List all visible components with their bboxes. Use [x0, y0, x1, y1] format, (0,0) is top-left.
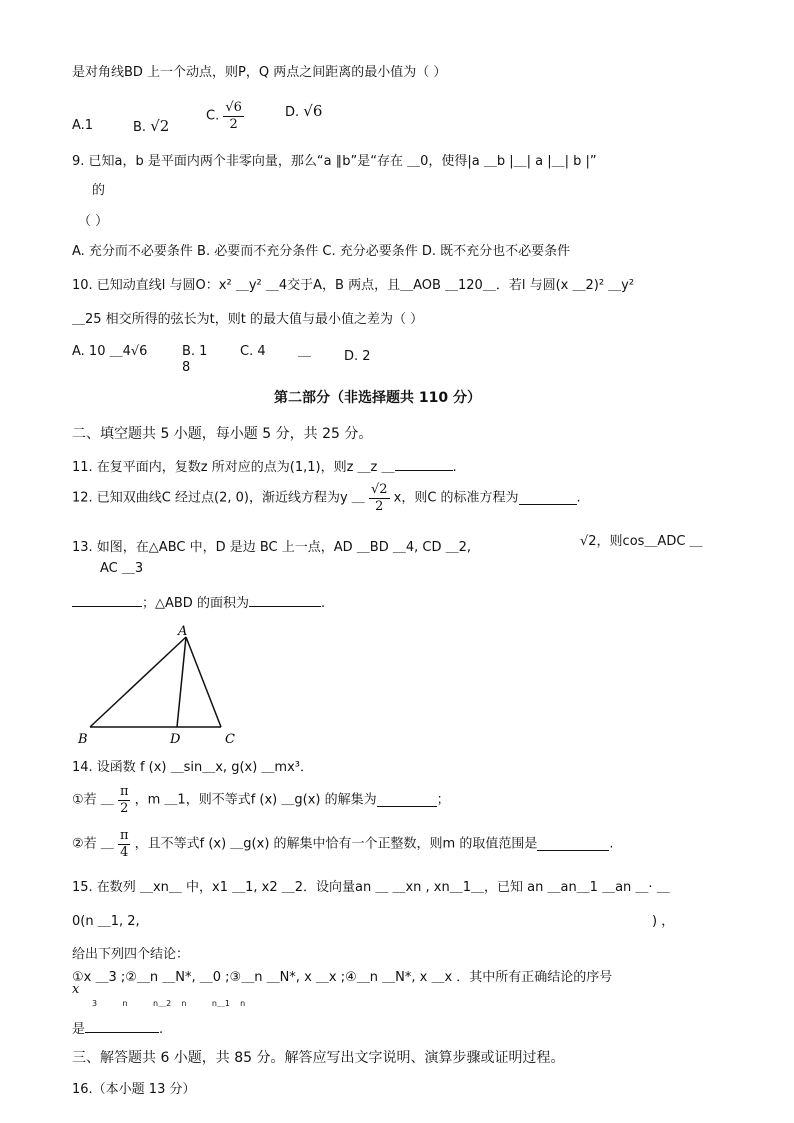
q10-option-d: D. 2	[344, 349, 371, 364]
label-b: B	[78, 732, 88, 747]
q13-line-3-text: ；△ABD 的面积为	[142, 596, 249, 611]
q9-line-3: （ ）	[78, 214, 109, 229]
q9-line-2: 的	[92, 183, 106, 198]
q10-option-b-2: 8	[182, 360, 191, 375]
q14-condition-2-pre: ②若 ＿	[72, 836, 114, 852]
section-two-heading: 二、填空题共 5 小题，每小题 5 分，共 25 分。	[72, 426, 373, 442]
q12-fraction	[369, 482, 390, 515]
q13-line-3: ；△ABD 的面积为 .	[72, 594, 325, 612]
side-ac	[186, 637, 221, 727]
label-a: A	[178, 624, 188, 639]
q14-condition-1-pre: ①若 ＿	[72, 792, 114, 808]
q11-stem: 11. 在复平面内，复数z 所对应的点为(1,1)，则z ＿z ＿	[72, 460, 395, 475]
label-d: D	[170, 732, 181, 747]
section-three-heading: 三、解答题共 6 小题，共 85 分。解答应写出文字说明、演算步骤或证明过程。	[72, 1050, 565, 1066]
q8-option-c-denominator: 2	[229, 117, 238, 132]
q8-option-d-label: D.	[285, 105, 300, 120]
q8-option-b-label: B.	[133, 120, 147, 135]
q14-condition-2-fraction	[118, 828, 131, 861]
q8-option-b	[133, 118, 169, 136]
q8-option-d	[285, 103, 322, 121]
part-two-title: 第二部分（非选择题共 110 分）	[274, 390, 481, 406]
q15-line-4-x: x	[72, 982, 80, 997]
q15-line-2: 0(n ＿1, 2,	[72, 914, 140, 929]
q8-option-c	[206, 100, 244, 136]
q10-line-1: 10. 已知动直线l 与圆O：x² ＿y² ＿4交于A，B 两点，且＿AOB ＿120＿．若l 与圆(x ＿2)² ＿y²	[72, 278, 635, 293]
q15-line-1: 15. 在数列 ＿xn＿ 中，x1 ＿1, x2 ＿2．设向量an ＿ ＿xn , xn＿1＿，已知 an ＿an＿1 ＿an ＿· ＿	[72, 880, 670, 895]
q10-option-a: A. 10 ＿4√6	[72, 344, 148, 359]
q13-answer-blank-2[interactable]	[249, 594, 321, 607]
q8-option-c-label: C.	[206, 108, 220, 124]
q14-condition-1-text: ，m ＿1，则不等式f (x) ＿g(x) 的解集为	[134, 792, 377, 808]
label-c: C	[225, 732, 235, 747]
q15-line-4: ①x ＿3 ;②＿n ＿N*, ＿0 ;③＿n ＿N*, x ＿x ;④＿n ＿N*, x ＿x ．其中所有正确结论的序号	[72, 970, 613, 985]
q9-options: A. 充分而不必要条件 B. 必要而不充分条件 C. 充分必要条件 D. 既不充分也不必要条件	[72, 244, 571, 259]
q9-line-1: 9. 已知a，b 是平面内两个非零向量，那么“a ∥b”是“存在 ＿0，使得|a ＿b |＿| a |＿| b |”	[72, 154, 597, 169]
q14-condition-1: ①若 ＿ $\frac{\pi}{2}$ ，m ＿1，则不等式f (x) ＿g(x) 的解集为 ；	[72, 784, 450, 816]
q8-option-c-fraction	[223, 100, 244, 133]
segment-ad	[177, 637, 186, 727]
q14-answer-blank-1[interactable]	[377, 794, 437, 807]
q14-condition-1-fraction	[118, 784, 131, 817]
q8-stem: 是对角线BD 上一个动点，则P，Q 两点之间距离的最小值为（ ）	[72, 65, 447, 80]
q15-line-4-subscripts: 3 n n＿2 n n＿1 n	[92, 999, 246, 1008]
q14-condition-1-denominator: 2	[120, 801, 129, 816]
q8-option-c-numerator: √6	[225, 100, 242, 115]
q15-answer-blank[interactable]	[85, 1020, 159, 1033]
q11-answer-blank[interactable]	[395, 458, 453, 471]
q12-answer-blank[interactable]	[519, 492, 577, 505]
q8-option-b-value: √2	[150, 117, 170, 135]
triangle-figure	[70, 620, 250, 748]
q13-line-2: AC ＿3	[100, 561, 144, 576]
q15-line-3: 给出下列四个结论：	[72, 947, 190, 962]
q14-condition-1-numerator: π	[119, 784, 129, 799]
q15-line-5-text: 是	[72, 1022, 86, 1037]
q14-line-1: 14. 设函数 f (x) ＿sin＿x, g(x) ＿mx³．	[72, 760, 313, 775]
q12-stem-end: x，则C 的标准方程为	[393, 490, 519, 506]
q11-text: 11. 在复平面内，复数z 所对应的点为(1,1)，则z ＿z ＿ .	[72, 460, 457, 475]
q8-option-d-value: √6	[303, 102, 323, 120]
q14-condition-2-text: ，且不等式f (x) ＿g(x) 的解集中恰有一个正整数，则m 的取值范围是	[134, 836, 538, 852]
q16-heading: 16.（本小题 13 分）	[72, 1082, 196, 1097]
q12-numerator: √2	[370, 482, 388, 497]
q10-line-2: ＿25 相交所得的弦长为t，则t 的最大值与最小值之差为（ ）	[72, 312, 424, 327]
q14-condition-2-denominator: 4	[120, 845, 129, 860]
q10-option-b: B. 1	[182, 344, 208, 359]
q12-stem: 12. 已知双曲线C 经过点(2, 0)，渐近线方程为y ＿	[72, 490, 365, 506]
q12-text: 12. 已知双曲线C 经过点(2, 0)，渐近线方程为y ＿ $\frac{√2}{2}$ x，则C 的标准方程为 .	[72, 482, 581, 514]
q14-condition-2-numerator: π	[119, 828, 129, 843]
q10-option-c-2: ＿	[298, 344, 312, 359]
q13-line-1b: √2，则cos＿ADC ＿	[580, 534, 703, 549]
q13-answer-blank-1[interactable]	[72, 594, 142, 607]
q12-denominator: 2	[375, 499, 384, 514]
side-ab	[90, 637, 186, 727]
q15-line-5: 是 .	[72, 1022, 164, 1037]
q14-condition-2: ②若 ＿ $\frac{\pi}{4}$ ，且不等式f (x) ＿g(x) 的解集中恰有一个正整数，则m 的取值范围是 .	[72, 828, 614, 860]
q14-answer-blank-2[interactable]	[537, 838, 609, 851]
q8-option-a: A.1	[72, 118, 94, 133]
q10-option-c: C. 4	[240, 344, 266, 359]
q13-line-1: 13. 如图，在△ABC 中，D 是边 BC 上一点，AD ＿BD ＿4, CD ＿2,	[72, 540, 472, 555]
q15-line-2b: ) ，	[652, 914, 675, 929]
